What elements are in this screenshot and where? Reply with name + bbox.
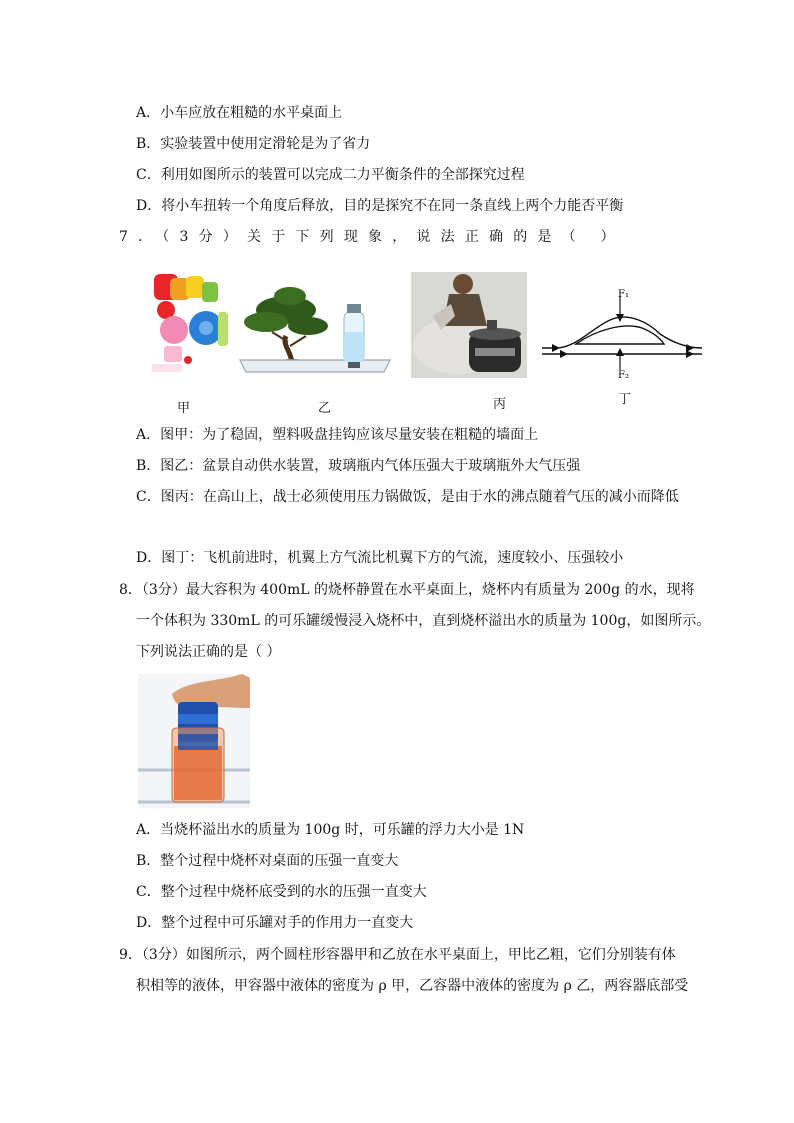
figure-bing-pressure-cooker [411,272,527,378]
figure-label-jia: 甲 [177,401,191,416]
q7-stem: 7．（3分）关于下列现象，说法正确的是（ ） [119,229,625,245]
figure-label-ding: 丁 [618,392,632,407]
figure-can-in-beaker [138,674,250,808]
figure-label-yi: 乙 [318,401,332,416]
figure-jia-suction-hooks [148,272,230,378]
q8-stem-line3: 下列说法正确的是（ ） [136,644,281,660]
figure-yi-bonsai-water-bottle [234,276,399,380]
q9-stem-line2: 积相等的液体，甲容器中液体的密度为 ρ 甲，乙容器中液体的密度为 ρ 乙，两容器底部受 [136,978,689,994]
q8-stem-line1: 8．（3分）最大容积为 400mL 的烧杯静置在水平桌面上，烧杯内有质量为 200g 的水，现将 [119,582,695,598]
q8-option-b: B．整个过程中烧杯对桌面的压强一直变大 [136,853,399,869]
f2-label: F₂ [618,370,629,380]
figure-ding-wing-airflow [536,284,706,380]
q7-option-b: B．图乙：盆景自动供水装置，玻璃瓶内气体压强大于玻璃瓶外大气压强 [136,458,581,474]
q6-option-a: A．小车应放在粗糙的水平桌面上 [136,105,343,121]
q8-option-d: D．整个过程中可乐罐对手的作用力一直变大 [136,915,414,931]
q7-option-a: A．图甲：为了稳固，塑料吸盘挂钩应该尽量安装在粗糙的墙面上 [136,427,539,443]
q7-option-d: D．图丁：飞机前进时，机翼上方气流比机翼下方的气流，速度较小、压强较小 [136,550,624,566]
figure-label-bing: 丙 [493,397,507,412]
q9-stem-line1: 9．（3分）如图所示，两个圆柱形容器甲和乙放在水平桌面上，甲比乙粗，它们分别装有体 [119,947,676,963]
f1-label: F₁ [618,289,629,300]
q6-option-b: B．实验装置中使用定滑轮是为了省力 [136,136,371,152]
q7-option-c: C．图丙：在高山上，战士必须使用压力锅做饭，是由于水的沸点随着气压的减小而降低 [136,489,679,505]
q6-option-d: D．将小车扭转一个角度后释放，目的是探究不在同一条直线上两个力能否平衡 [136,198,624,214]
q8-stem-line2: 一个体积为 330mL 的可乐罐缓慢浸入烧杯中，直到烧杯溢出水的质量为 100g，如图所示。 [136,613,711,629]
q6-option-c: C．利用如图所示的装置可以完成二力平衡条件的全部探究过程 [136,167,525,183]
q8-option-c: C．整个过程中烧杯底受到的水的压强一直变大 [136,884,427,900]
q8-option-a: A．当烧杯溢出水的质量为 100g 时，可乐罐的浮力大小是 1N [136,822,525,838]
